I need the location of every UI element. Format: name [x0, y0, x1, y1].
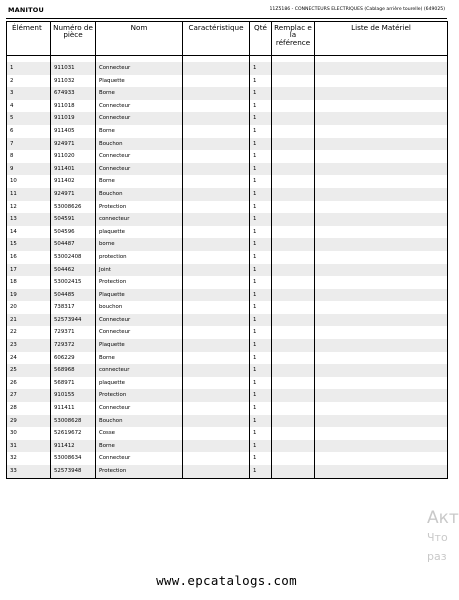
table-row	[7, 150, 448, 163]
table-cell: 1	[250, 238, 272, 251]
table-header-row	[7, 22, 448, 56]
table-cell	[183, 389, 250, 402]
table-cell	[272, 226, 315, 239]
table-cell: 1	[250, 213, 272, 226]
table-cell: Connecteur	[96, 314, 183, 327]
table-cell: 504485	[51, 289, 96, 302]
table-cell: 18	[10, 279, 17, 286]
table-cell	[272, 276, 315, 289]
watermark-line: Что	[427, 531, 448, 544]
table-cell	[315, 138, 448, 151]
table-cell: 1	[250, 352, 272, 365]
table-row	[7, 188, 448, 201]
table-cell	[315, 377, 448, 390]
table-row	[7, 226, 448, 239]
table-cell: 911401	[51, 163, 96, 176]
table-cell: 1	[250, 440, 272, 453]
table-row	[7, 213, 448, 226]
table-cell: Connecteur	[96, 62, 183, 75]
table-row	[7, 364, 448, 377]
table-cell: 911405	[51, 125, 96, 138]
table-cell: Protection	[96, 389, 183, 402]
table-cell: 53008628	[51, 415, 96, 428]
table-cell	[272, 440, 315, 453]
table-cell: 924971	[51, 138, 96, 151]
table-cell	[183, 138, 250, 151]
table-cell	[272, 238, 315, 251]
table-cell: 1	[250, 415, 272, 428]
table-cell: Connecteur	[96, 452, 183, 465]
watermark-line: Акт	[427, 508, 459, 528]
table-cell: 5	[7, 112, 51, 125]
table-cell: Bouchon	[96, 188, 183, 201]
table-cell: 1	[250, 377, 272, 390]
table-row	[7, 314, 448, 327]
table-cell	[272, 389, 315, 402]
table-cell: 1	[250, 188, 272, 201]
table-cell: 1	[250, 201, 272, 214]
table-cell: connecteur	[96, 213, 183, 226]
table-cell: 568968	[51, 364, 96, 377]
column-header: Élément	[7, 22, 51, 56]
table-cell: 23	[7, 339, 51, 352]
table-cell: 29	[7, 415, 51, 428]
table-row	[7, 452, 448, 465]
table-cell: Borne	[96, 87, 183, 100]
table-row	[7, 389, 448, 402]
table-cell	[315, 289, 448, 302]
table-cell: plaquette	[96, 226, 183, 239]
table-cell	[315, 62, 448, 75]
table-cell: Borne	[96, 440, 183, 453]
table-row	[7, 289, 448, 302]
brand-name: MANITOU	[8, 6, 44, 14]
table-cell: 1	[250, 314, 272, 327]
table-cell	[272, 213, 315, 226]
table-cell: 14	[10, 228, 17, 235]
table-cell: 1	[250, 465, 272, 478]
table-row	[7, 112, 448, 125]
table-cell: 6	[10, 127, 14, 134]
table-cell: 606229	[51, 352, 96, 365]
table-row	[7, 163, 448, 176]
table-cell: 13	[7, 213, 51, 226]
table-cell: 1	[250, 452, 272, 465]
table-cell: 7	[7, 138, 51, 151]
table-cell: 53008626	[51, 201, 96, 214]
table-cell	[272, 138, 315, 151]
table-cell	[315, 427, 448, 440]
table-cell: 28	[10, 405, 17, 412]
table-cell	[272, 150, 315, 163]
table-cell	[272, 163, 315, 176]
table-row	[7, 251, 448, 264]
table-cell	[183, 175, 250, 188]
table-cell: 1	[250, 138, 272, 151]
table-cell	[315, 339, 448, 352]
table-cell: Borne	[96, 352, 183, 365]
table-cell: 504596	[51, 226, 96, 239]
table-cell: borne	[96, 238, 183, 251]
table-cell	[272, 289, 315, 302]
table-cell	[315, 314, 448, 327]
table-cell	[183, 465, 250, 478]
table-cell: Protection	[96, 201, 183, 214]
table-cell: Connecteur	[96, 112, 183, 125]
table-row	[7, 276, 448, 289]
table-cell: 911412	[51, 440, 96, 453]
column-header: Nom	[96, 22, 183, 56]
table-cell: Protection	[96, 465, 183, 478]
table-cell	[183, 264, 250, 277]
table-cell	[183, 75, 250, 88]
table-cell: 911019	[51, 112, 96, 125]
table-cell: 1	[250, 402, 272, 415]
table-row	[7, 75, 448, 88]
column-header: Liste de Matériel	[315, 22, 448, 56]
table-cell	[272, 251, 315, 264]
table-cell	[183, 251, 250, 264]
table-cell: 504462	[51, 264, 96, 277]
table-row	[7, 264, 448, 277]
activation-watermark	[427, 508, 459, 566]
table-cell: Connecteur	[96, 326, 183, 339]
table-cell	[272, 402, 315, 415]
table-cell	[272, 62, 315, 75]
table-cell	[183, 289, 250, 302]
table-cell: 12	[10, 203, 17, 210]
table-cell	[272, 364, 315, 377]
table-cell	[315, 326, 448, 339]
table-row	[7, 238, 448, 251]
table-cell: 20	[10, 304, 17, 311]
table-cell: 52619672	[51, 427, 96, 440]
table-cell	[315, 276, 448, 289]
page-header	[8, 6, 445, 18]
table-cell: 911402	[51, 175, 96, 188]
table-row	[7, 62, 448, 75]
document-title: 11Z5186 - CONNECTEURS ELECTRIQUES (Cablage arrière tourelle) (649025)	[269, 7, 445, 12]
table-cell	[272, 352, 315, 365]
table-cell: 3	[7, 87, 51, 100]
table-cell	[315, 389, 448, 402]
table-cell	[183, 100, 250, 113]
table-cell: 53002408	[51, 251, 96, 264]
table-row	[7, 465, 448, 478]
table-cell: 1	[250, 301, 272, 314]
table-cell: plaquette	[96, 377, 183, 390]
table-cell	[272, 314, 315, 327]
table-cell: 33	[7, 465, 51, 478]
table-cell: Bouchon	[96, 138, 183, 151]
table-cell	[315, 175, 448, 188]
table-cell: 30	[10, 430, 17, 437]
column-header: Caractéristique	[183, 22, 250, 56]
table-cell: 8	[10, 153, 14, 160]
table-cell	[272, 125, 315, 138]
table-row	[7, 87, 448, 100]
table-cell: 52573944	[51, 314, 96, 327]
table-cell: Connecteur	[96, 163, 183, 176]
table-cell: Joint	[96, 264, 183, 277]
table-cell	[183, 62, 250, 75]
table-cell: 1	[250, 326, 272, 339]
table-row	[7, 175, 448, 188]
table-cell: 4	[10, 102, 14, 109]
table-cell	[272, 264, 315, 277]
table-cell	[272, 427, 315, 440]
table-row	[7, 402, 448, 415]
table-cell	[183, 87, 250, 100]
table-cell: 31	[7, 440, 51, 453]
table-cell	[183, 213, 250, 226]
table-cell	[183, 452, 250, 465]
table-cell	[183, 188, 250, 201]
table-cell: 52573948	[51, 465, 96, 478]
table-cell	[272, 377, 315, 390]
table-cell: Connecteur	[96, 150, 183, 163]
table-row	[7, 427, 448, 440]
table-cell	[183, 427, 250, 440]
table-row	[7, 352, 448, 365]
table-cell	[315, 402, 448, 415]
table-cell: 910155	[51, 389, 96, 402]
table-cell: 25	[7, 364, 51, 377]
table-cell: 1	[250, 87, 272, 100]
table-cell: 1	[250, 264, 272, 277]
table-cell: 504487	[51, 238, 96, 251]
table-cell: Plaquette	[96, 339, 183, 352]
table-cell	[315, 100, 448, 113]
table-cell	[272, 75, 315, 88]
table-cell	[315, 251, 448, 264]
table-cell	[272, 188, 315, 201]
table-cell	[315, 75, 448, 88]
table-cell: 1	[250, 112, 272, 125]
table-cell: 1	[250, 150, 272, 163]
table-cell	[315, 440, 448, 453]
table-cell	[183, 402, 250, 415]
table-cell	[315, 112, 448, 125]
column-header: Remplac e la référence	[272, 22, 315, 56]
table-cell	[183, 314, 250, 327]
table-cell	[183, 112, 250, 125]
table-cell: 1	[7, 62, 51, 75]
table-cell: 1	[250, 100, 272, 113]
table-cell: 53002415	[51, 276, 96, 289]
table-cell: 32	[10, 455, 17, 462]
table-row	[7, 415, 448, 428]
table-cell: 22	[10, 329, 17, 336]
table-row	[7, 100, 448, 113]
table-cell	[315, 352, 448, 365]
table-cell: 504591	[51, 213, 96, 226]
table-cell	[315, 465, 448, 478]
table-cell	[315, 213, 448, 226]
table-cell	[183, 415, 250, 428]
table-row	[7, 377, 448, 390]
table-cell	[183, 201, 250, 214]
table-cell: 568971	[51, 377, 96, 390]
table-cell	[183, 339, 250, 352]
table-row	[7, 125, 448, 138]
table-cell	[183, 364, 250, 377]
table-cell: 729372	[51, 339, 96, 352]
table-cell	[183, 276, 250, 289]
column-header: Numéro de pièce	[51, 22, 96, 56]
table-cell: 729371	[51, 326, 96, 339]
table-cell: 1	[250, 75, 272, 88]
table-cell	[272, 301, 315, 314]
table-row	[7, 440, 448, 453]
table-cell	[183, 226, 250, 239]
table-cell: Cosse	[96, 427, 183, 440]
table-cell	[183, 238, 250, 251]
table-cell: Connecteur	[96, 402, 183, 415]
table-cell: Connecteur	[96, 100, 183, 113]
table-cell: 1	[250, 125, 272, 138]
table-cell: 11	[7, 188, 51, 201]
table-cell	[315, 415, 448, 428]
table-cell: 1	[250, 62, 272, 75]
table-cell: 21	[7, 314, 51, 327]
table-cell	[183, 377, 250, 390]
watermark-line: раз	[427, 550, 447, 563]
table-row	[7, 326, 448, 339]
table-cell: 911031	[51, 62, 96, 75]
table-cell	[183, 301, 250, 314]
table-cell: 1	[250, 276, 272, 289]
table-cell: 1	[250, 364, 272, 377]
table-cell	[315, 264, 448, 277]
table-cell: 15	[7, 238, 51, 251]
table-row	[7, 339, 448, 352]
table-cell: 26	[10, 379, 17, 386]
table-cell	[183, 150, 250, 163]
header-divider	[6, 18, 447, 19]
table-cell	[183, 163, 250, 176]
table-cell: bouchon	[96, 301, 183, 314]
table-cell: 738317	[51, 301, 96, 314]
table-cell: 2	[10, 77, 14, 84]
footer-url: www.epcatalogs.com	[156, 573, 297, 588]
table-cell	[315, 201, 448, 214]
parts-table	[6, 21, 448, 479]
table-cell: 674933	[51, 87, 96, 100]
table-cell	[315, 163, 448, 176]
table-cell	[272, 326, 315, 339]
table-cell	[315, 452, 448, 465]
table-cell: connecteur	[96, 364, 183, 377]
table-cell: 1	[250, 427, 272, 440]
table-cell: 53008634	[51, 452, 96, 465]
table-cell: 1	[250, 339, 272, 352]
table-cell	[315, 125, 448, 138]
table-cell: 1	[250, 251, 272, 264]
table-cell: 17	[7, 264, 51, 277]
table-cell	[183, 125, 250, 138]
table-cell	[315, 226, 448, 239]
table-cell	[183, 326, 250, 339]
table-cell: 911020	[51, 150, 96, 163]
table-cell: 924971	[51, 188, 96, 201]
table-cell: 1	[250, 175, 272, 188]
table-row	[7, 301, 448, 314]
table-cell: 27	[7, 389, 51, 402]
table-cell	[183, 352, 250, 365]
column-header: Qté	[250, 22, 272, 56]
table-cell	[272, 100, 315, 113]
table-cell	[315, 87, 448, 100]
table-cell	[272, 452, 315, 465]
table-cell: 911411	[51, 402, 96, 415]
table-cell: 1	[250, 163, 272, 176]
table-cell: 24	[10, 354, 17, 361]
table-cell: Protection	[96, 276, 183, 289]
table-cell	[272, 87, 315, 100]
table-cell: 1	[250, 226, 272, 239]
table-cell: 9	[7, 163, 51, 176]
table-cell: 19	[7, 289, 51, 302]
table-cell	[272, 339, 315, 352]
table-cell	[272, 415, 315, 428]
table-cell	[315, 301, 448, 314]
table-cell: Plaquette	[96, 75, 183, 88]
table-row	[7, 201, 448, 214]
table-cell	[315, 188, 448, 201]
table-cell: 911018	[51, 100, 96, 113]
table-cell	[315, 150, 448, 163]
table-cell: 10	[10, 178, 17, 185]
table-cell	[315, 238, 448, 251]
table-cell: 16	[10, 253, 17, 260]
table-cell	[315, 364, 448, 377]
table-row	[7, 138, 448, 151]
table-cell: Borne	[96, 175, 183, 188]
table-cell	[183, 440, 250, 453]
table-cell: 1	[250, 389, 272, 402]
table-cell	[272, 465, 315, 478]
table-cell	[272, 175, 315, 188]
table-cell: Plaquette	[96, 289, 183, 302]
table-cell: Bouchon	[96, 415, 183, 428]
table-cell: Borne	[96, 125, 183, 138]
table-cell: 1	[250, 289, 272, 302]
table-cell: protection	[96, 251, 183, 264]
table-cell: 911032	[51, 75, 96, 88]
table-cell	[272, 112, 315, 125]
table-cell	[272, 201, 315, 214]
